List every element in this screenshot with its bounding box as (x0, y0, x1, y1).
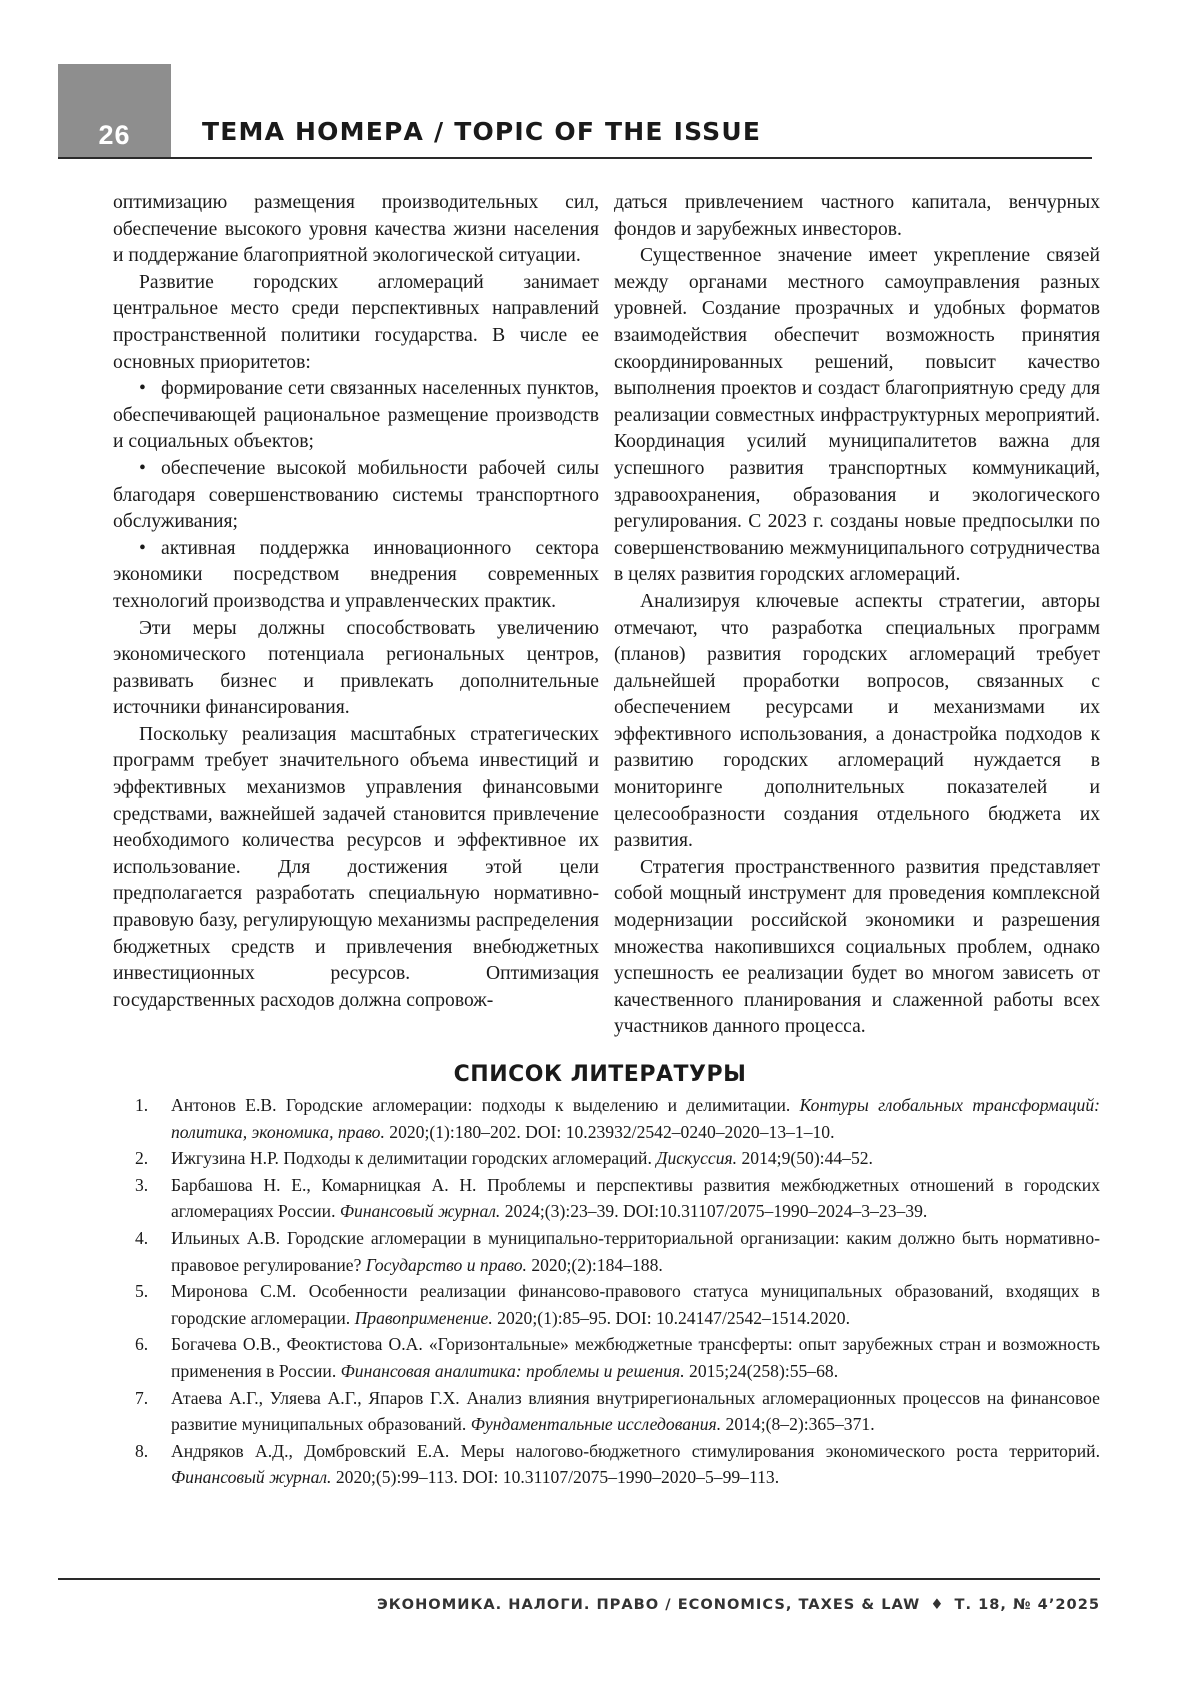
reference-journal: Финансовая аналитика: проблемы и решения. (340, 1360, 685, 1381)
reference-journal: Финансовый журнал. (171, 1467, 332, 1488)
reference-number: 3. (135, 1174, 149, 1195)
reference-details: 2020;(2):184–188. (526, 1254, 663, 1275)
reference-item (135, 1278, 1100, 1331)
reference-details: 2024;(3):23–39. DOI:10.31107/2075–1990–2024–3–23–39. (500, 1201, 928, 1222)
bullet-icon: • (139, 378, 146, 400)
reference-journal: Правоприменение. (354, 1307, 493, 1328)
paragraph: Поскольку реализация масштабных стратегических программ требует значительного объема инвестиций и эффективных механизмов управления финансовыми средствами, важнейшей задачей становится привлечение необходимого количества ресурсов и эффективное их использование. Для достижения этой цели предполагается разработать специальную нормативно-правовую базу, регулирующую механизмы распределения бюджетных средств и привлечения внебюджетных инвестиционных ресурсов. Оптимизация государственных расходов должна сопровож- (113, 723, 599, 1011)
bullet-text: обеспечение высокой мобильности рабочей силы благодаря совершенствованию системы транспортного обслуживания; (113, 457, 599, 533)
reference-details: 2015;24(258):55–68. (684, 1360, 839, 1381)
reference-item (135, 1331, 1100, 1384)
reference-authors-title: Богачева О.В., Феоктистова О.А. «Горизонтальные» межбюджетные трансферты: опыт зарубежных стран и возможность применения в России. (171, 1334, 1100, 1381)
left-column (113, 190, 599, 1014)
reference-journal: Финансовый журнал. (339, 1201, 501, 1222)
paragraph: Эти меры должны способствовать увеличению экономического потенциала региональных центров, развивать бизнес и привлекать дополнительные источники финансирования. (113, 617, 599, 719)
bullet-icon: • (139, 457, 146, 479)
reference-authors-title: Барбашова Н. Е., Комарницкая А. Н. Проблемы и перспективы развития межбюджетных отношений в городских агломерациях России. (171, 1174, 1100, 1222)
reference-journal: Фундаментальные исследования. (470, 1414, 722, 1435)
reference-number: 8. (135, 1440, 149, 1461)
reference-journal: Контуры глобальных трансформаций: политика, экономика, право. (171, 1095, 1100, 1142)
paragraph: оптимизацию размещения производительных сил, обеспечение высокого уровня качества жизни населения и поддержание благоприятной экологической ситуации. (113, 192, 599, 267)
reference-details: 2020;(1):85–95. DOI: 10.24147/2542–1514.2020. (492, 1307, 851, 1328)
references-list (135, 1092, 1100, 1491)
reference-details: 2020;(5):99–113. DOI: 10.31107/2075–1990–2020–5–99–113. (331, 1467, 780, 1488)
page-number: 26 (98, 120, 131, 150)
header-divider (58, 157, 1092, 159)
reference-authors-title: Атаева А.Г., Уляева А.Г., Япаров Г.Х. Анализ влияния внутрирегиональных агломерационных процессов на финансовое развитие муниципальных образований. (171, 1387, 1100, 1435)
reference-number: 2. (135, 1148, 149, 1169)
reference-number: 5. (135, 1281, 149, 1302)
bullet-text: активная поддержка инновационного сектора экономики посредством внедрения современных технологий производства и управленческих практик. (113, 537, 599, 612)
paragraph: Развитие городских агломераций занимает центральное место среди перспективных направлений пространственной политики государства. В числе ее основных приоритетов: (113, 271, 599, 373)
bullet-item (113, 536, 599, 616)
bullet-item (113, 456, 599, 536)
reference-authors-title: Антонов Е.В. Городские агломерации: подходы к выделению и делимитации. (171, 1095, 800, 1115)
reference-details: 2020;(1):180–202. DOI: 10.23932/2542–0240–2020–13–1–10. (384, 1121, 835, 1142)
paragraph: даться привлечением частного капитала, венчурных фондов и зарубежных инвесторов. (614, 192, 1100, 240)
paragraph: Стратегия пространственного развития представляет собой мощный инструмент для проведения комплексной модернизации российской экономики и разрешения множества накопившихся социальных проблем, однако успешность ее реализации будет во многом зависеть от качественного планирования и слаженной работы всех участников данного процесса. (614, 856, 1100, 1038)
bullet-icon: • (139, 537, 146, 559)
reference-authors-title: Миронова С.М. Особенности реализации финансово-правового статуса муниципальных образований, входящих в городские агломерации. (171, 1281, 1100, 1328)
reference-number: 1. (135, 1095, 149, 1115)
reference-item (135, 1172, 1100, 1225)
reference-number: 4. (135, 1227, 149, 1248)
page-number-box (58, 64, 171, 157)
reference-item (135, 1225, 1100, 1278)
footer-journal: ЭКОНОМИКА. НАЛОГИ. ПРАВО / ECONOMICS, TAXES & LAW (377, 1596, 921, 1613)
paragraph: Анализируя ключевые аспекты стратегии, авторы отмечают, что разработка специальных программ (планов) развития городских агломераций требует дальнейшей проработки вопросов, связанных с обеспечением ресурсами и механизмами их эффективного использования, а донастройка подходов к развитию городских агломераций нуждается в мониторинге дополнительных показателей и целесообразности создания отдельного бюджета их развития. (614, 590, 1100, 852)
reference-item (135, 1092, 1100, 1145)
reference-item (135, 1145, 1100, 1172)
reference-details: 2014;9(50):44–52. (737, 1148, 873, 1169)
bullet-item (113, 376, 599, 456)
reference-number: 7. (135, 1387, 149, 1408)
reference-item (135, 1438, 1100, 1491)
section-title: ТЕМА НОМЕРА / TOPIC OF THE ISSUE (202, 117, 762, 146)
diamond-icon: ♦ (930, 1596, 945, 1613)
bullet-text: формирование сети связанных населенных пунктов, обеспечивающей рациональное размещение производств и социальных объектов; (113, 378, 599, 453)
reference-details: 2014;(8–2):365–371. (721, 1414, 875, 1435)
references-heading: СПИСОК ЛИТЕРАТУРЫ (453, 1062, 747, 1087)
article-body (113, 190, 1100, 1050)
right-column (614, 190, 1100, 1041)
paragraph: Существенное значение имеет укрепление связей между органами местного самоуправления разных уровней. Создание прозрачных и удобных форматов взаимодействия обеспечит возможность принятия скоординированных решений, повысит качество выполнения проектов и создаст благоприятную среду для реализации совместных инфраструктурных мероприятий. Координация усилий муниципалитетов важна для успешного развития транспортных коммуникаций, здравоохранения, образования и экологического регулирования. С 2023 г. созданы новые предпосылки по совершенствованию межмуниципального сотрудничества в целях развития городских агломераций. (614, 245, 1100, 586)
footer-divider (58, 1578, 1100, 1580)
reference-number: 6. (135, 1334, 149, 1355)
footer-issue: Т. 18, № 4’2025 (954, 1596, 1100, 1613)
reference-item (135, 1385, 1100, 1438)
reference-authors-title: Андряков А.Д., Домбровский Е.А. Меры налогово-бюджетного стимулирования экономического роста территорий. (171, 1440, 1100, 1461)
reference-authors-title: Ижгузина Н.Р. Подходы к делимитации городских агломераций. (171, 1148, 657, 1169)
reference-journal: Дискуссия. (656, 1148, 738, 1169)
reference-authors-title: Ильиных А.В. Городские агломерации в муниципально-территориальной организации: каким должно быть нормативно-правовое регулирование? (171, 1227, 1100, 1275)
footer (377, 1596, 1100, 1613)
reference-journal: Государство и право. (365, 1254, 527, 1275)
